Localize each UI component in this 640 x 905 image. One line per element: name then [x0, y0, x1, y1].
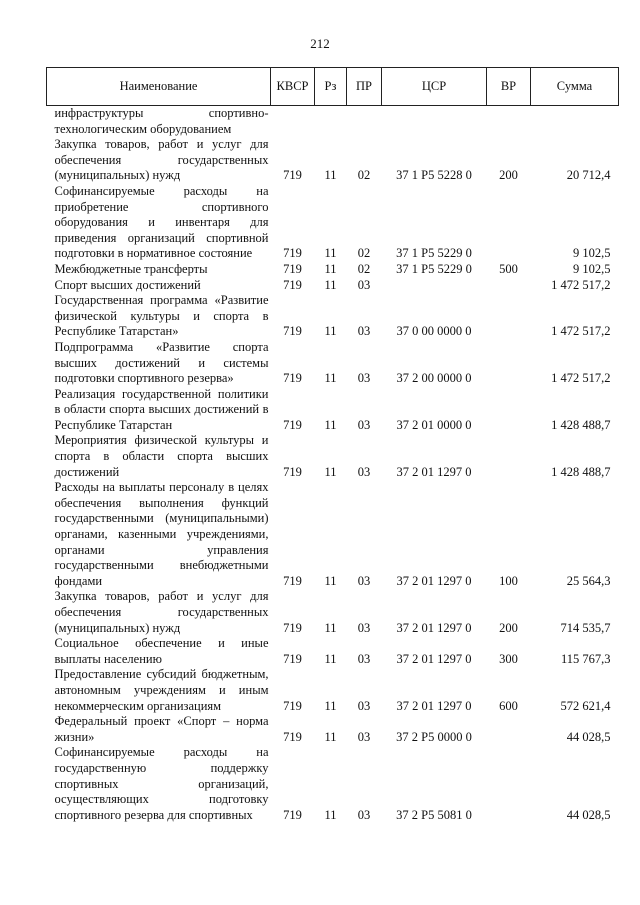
row-name: Социальное обеспечение и иные выплаты населению: [54, 636, 269, 666]
row-pr: 03: [357, 620, 371, 635]
row-csr: 37 1 P5 5228 0: [396, 168, 472, 183]
table-row: [47, 714, 619, 745]
row-sum: 1 472 517,2: [551, 277, 611, 292]
table-row: [47, 667, 619, 714]
row-rz: 11: [324, 277, 337, 292]
row-csr: 37 0 00 0000 0: [396, 324, 472, 339]
row-vr: 500: [499, 261, 518, 276]
row-kvsr: 719: [283, 417, 302, 432]
row-vr: [487, 106, 531, 138]
row-vr: [487, 387, 531, 434]
row-sum: 714 535,7: [560, 620, 611, 635]
row-kvsr: 719: [283, 651, 302, 666]
row-csr: 37 2 01 1297 0: [396, 464, 472, 479]
row-kvsr: 719: [283, 246, 302, 261]
row-vr: [487, 184, 531, 262]
row-sum: 9 102,5: [573, 261, 611, 276]
row-rz: 11: [324, 698, 337, 713]
row-name: Закупка товаров, работ и услуг для обеспечения государственных (муниципальных) нужд: [54, 589, 269, 635]
row-sum: 9 102,5: [573, 246, 611, 261]
row-rz: 11: [324, 573, 337, 588]
row-kvsr: 719: [283, 620, 302, 635]
row-sum: 1 428 488,7: [551, 464, 611, 479]
row-kvsr: 719: [283, 168, 302, 183]
row-name: Расходы на выплаты персоналу в целях обеспечения выполнения функций государственными (муниципальными) органами, казенными учреждениями, органами управления государственными внебюджетными фондами: [54, 480, 269, 588]
row-name: инфраструктуры спортивно-технологическим оборудованием: [54, 106, 269, 136]
row-rz: 11: [324, 324, 337, 339]
row-sum: 20 712,4: [566, 168, 611, 183]
row-sum: 44 028,5: [566, 729, 611, 744]
row-vr: [487, 340, 531, 387]
row-sum: 1 428 488,7: [551, 417, 611, 432]
table-row: [47, 480, 619, 589]
header-csr: ЦСР: [382, 68, 487, 106]
table-row: [47, 340, 619, 387]
row-csr: 37 2 01 1297 0: [396, 698, 472, 713]
row-pr: 03: [357, 277, 371, 292]
table-row: [47, 278, 619, 294]
row-kvsr: 719: [283, 324, 302, 339]
header-name: Наименование: [47, 68, 271, 106]
table-row: [47, 262, 619, 278]
row-pr: 03: [357, 573, 371, 588]
table-row: [47, 137, 619, 184]
row-vr: [487, 714, 531, 745]
row-kvsr: 719: [283, 261, 302, 276]
row-sum: 115 767,3: [560, 651, 611, 666]
row-pr: 02: [357, 168, 371, 183]
row-sum: 1 472 517,2: [551, 371, 611, 386]
table-row: [47, 387, 619, 434]
row-vr: 200: [499, 620, 518, 635]
row-name: Софинансируемые расходы на государственную поддержку спортивных организаций, осуществляющих подготовку спортивного резерва для спортивных: [54, 745, 269, 822]
row-sum: 25 564,3: [566, 573, 611, 588]
row-sum: 572 621,4: [560, 698, 611, 713]
table-body: [47, 106, 619, 824]
budget-table: [46, 67, 619, 823]
row-pr: [347, 106, 382, 138]
row-csr: 37 2 01 1297 0: [396, 573, 472, 588]
row-rz: 11: [324, 807, 337, 822]
row-rz: 11: [324, 371, 337, 386]
row-rz: 11: [324, 651, 337, 666]
row-vr: [487, 745, 531, 823]
row-name: Реализация государственной политики в области спорта высших достижений в Республике Татарстан: [54, 386, 269, 432]
page-number: 212: [310, 36, 330, 51]
row-name: Федеральный проект «Спорт – норма жизни»: [54, 714, 269, 744]
row-rz: 11: [324, 729, 337, 744]
table-row: [47, 433, 619, 480]
table-row: [47, 589, 619, 636]
row-rz: 11: [324, 168, 337, 183]
row-pr: 03: [357, 651, 371, 666]
row-vr: 600: [499, 698, 518, 713]
row-kvsr: 719: [283, 807, 302, 822]
row-rz: 11: [324, 417, 337, 432]
row-kvsr: 719: [283, 464, 302, 479]
row-name: Подпрограмма «Развитие спорта высших достижений и системы подготовки спортивного резерва»: [54, 339, 269, 386]
row-name: Предоставление субсидий бюджетным, автономным учреждениям и иным некоммерческим организациям: [54, 667, 269, 713]
row-csr: 37 2 P5 5081 0: [396, 807, 472, 822]
row-rz: 11: [324, 464, 337, 479]
row-vr: 200: [499, 168, 518, 183]
row-name: Софинансируемые расходы на приобретение спортивного оборудования и инвентаря для приведения организаций спортивной подготовки в нормативное состояние: [54, 183, 269, 261]
row-csr: [382, 106, 487, 138]
row-kvsr: 719: [283, 698, 302, 713]
row-vr: [487, 278, 531, 294]
row-kvsr: 719: [283, 277, 302, 292]
row-pr: 02: [357, 246, 371, 261]
header-pr: ПР: [347, 68, 382, 106]
row-name: Государственная программа «Развитие физической культуры и спорта в Республике Татарстан»: [54, 293, 269, 339]
row-rz: 11: [324, 261, 337, 276]
header-rz: Рз: [315, 68, 347, 106]
row-csr: [382, 278, 487, 294]
row-kvsr: [271, 106, 315, 138]
row-csr: 37 1 P5 5229 0: [396, 261, 472, 276]
row-name: Закупка товаров, работ и услуг для обеспечения государственных (муниципальных) нужд: [54, 137, 269, 183]
row-kvsr: 719: [283, 729, 302, 744]
row-pr: 03: [357, 417, 371, 432]
table-row: [47, 106, 619, 138]
row-csr: 37 2 00 0000 0: [396, 371, 472, 386]
row-pr: 02: [357, 261, 371, 276]
row-sum: 1 472 517,2: [551, 324, 611, 339]
row-csr: 37 2 01 0000 0: [396, 417, 472, 432]
row-vr: 300: [499, 651, 518, 666]
row-vr: [487, 433, 531, 480]
table-header-row: [47, 68, 619, 106]
row-pr: 03: [357, 729, 371, 744]
row-name: Мероприятия физической культуры и спорта в области спорта высших достижений: [54, 433, 269, 479]
row-csr: 37 1 P5 5229 0: [396, 246, 472, 261]
row-name: Спорт высших достижений: [54, 277, 201, 292]
row-vr: [487, 293, 531, 340]
row-kvsr: 719: [283, 371, 302, 386]
row-name: Межбюджетные трансферты: [54, 261, 208, 276]
row-csr: 37 2 P5 0000 0: [396, 729, 472, 744]
header-sum: Сумма: [531, 68, 619, 106]
row-pr: 03: [357, 324, 371, 339]
row-kvsr: 719: [283, 573, 302, 588]
row-sum: 44 028,5: [566, 807, 611, 822]
header-kvsr: КВСР: [271, 68, 315, 106]
row-rz: 11: [324, 246, 337, 261]
row-csr: 37 2 01 1297 0: [396, 620, 472, 635]
row-pr: 03: [357, 371, 371, 386]
row-pr: 03: [357, 698, 371, 713]
row-sum: [531, 106, 619, 138]
table-row: [47, 745, 619, 823]
row-csr: 37 2 01 1297 0: [396, 651, 472, 666]
table-row: [47, 636, 619, 667]
row-rz: 11: [324, 620, 337, 635]
row-pr: 03: [357, 464, 371, 479]
row-vr: 100: [499, 573, 518, 588]
row-pr: 03: [357, 807, 371, 822]
row-rz: [315, 106, 347, 138]
table-row: [47, 184, 619, 262]
header-vr: ВР: [487, 68, 531, 106]
table-row: [47, 293, 619, 340]
